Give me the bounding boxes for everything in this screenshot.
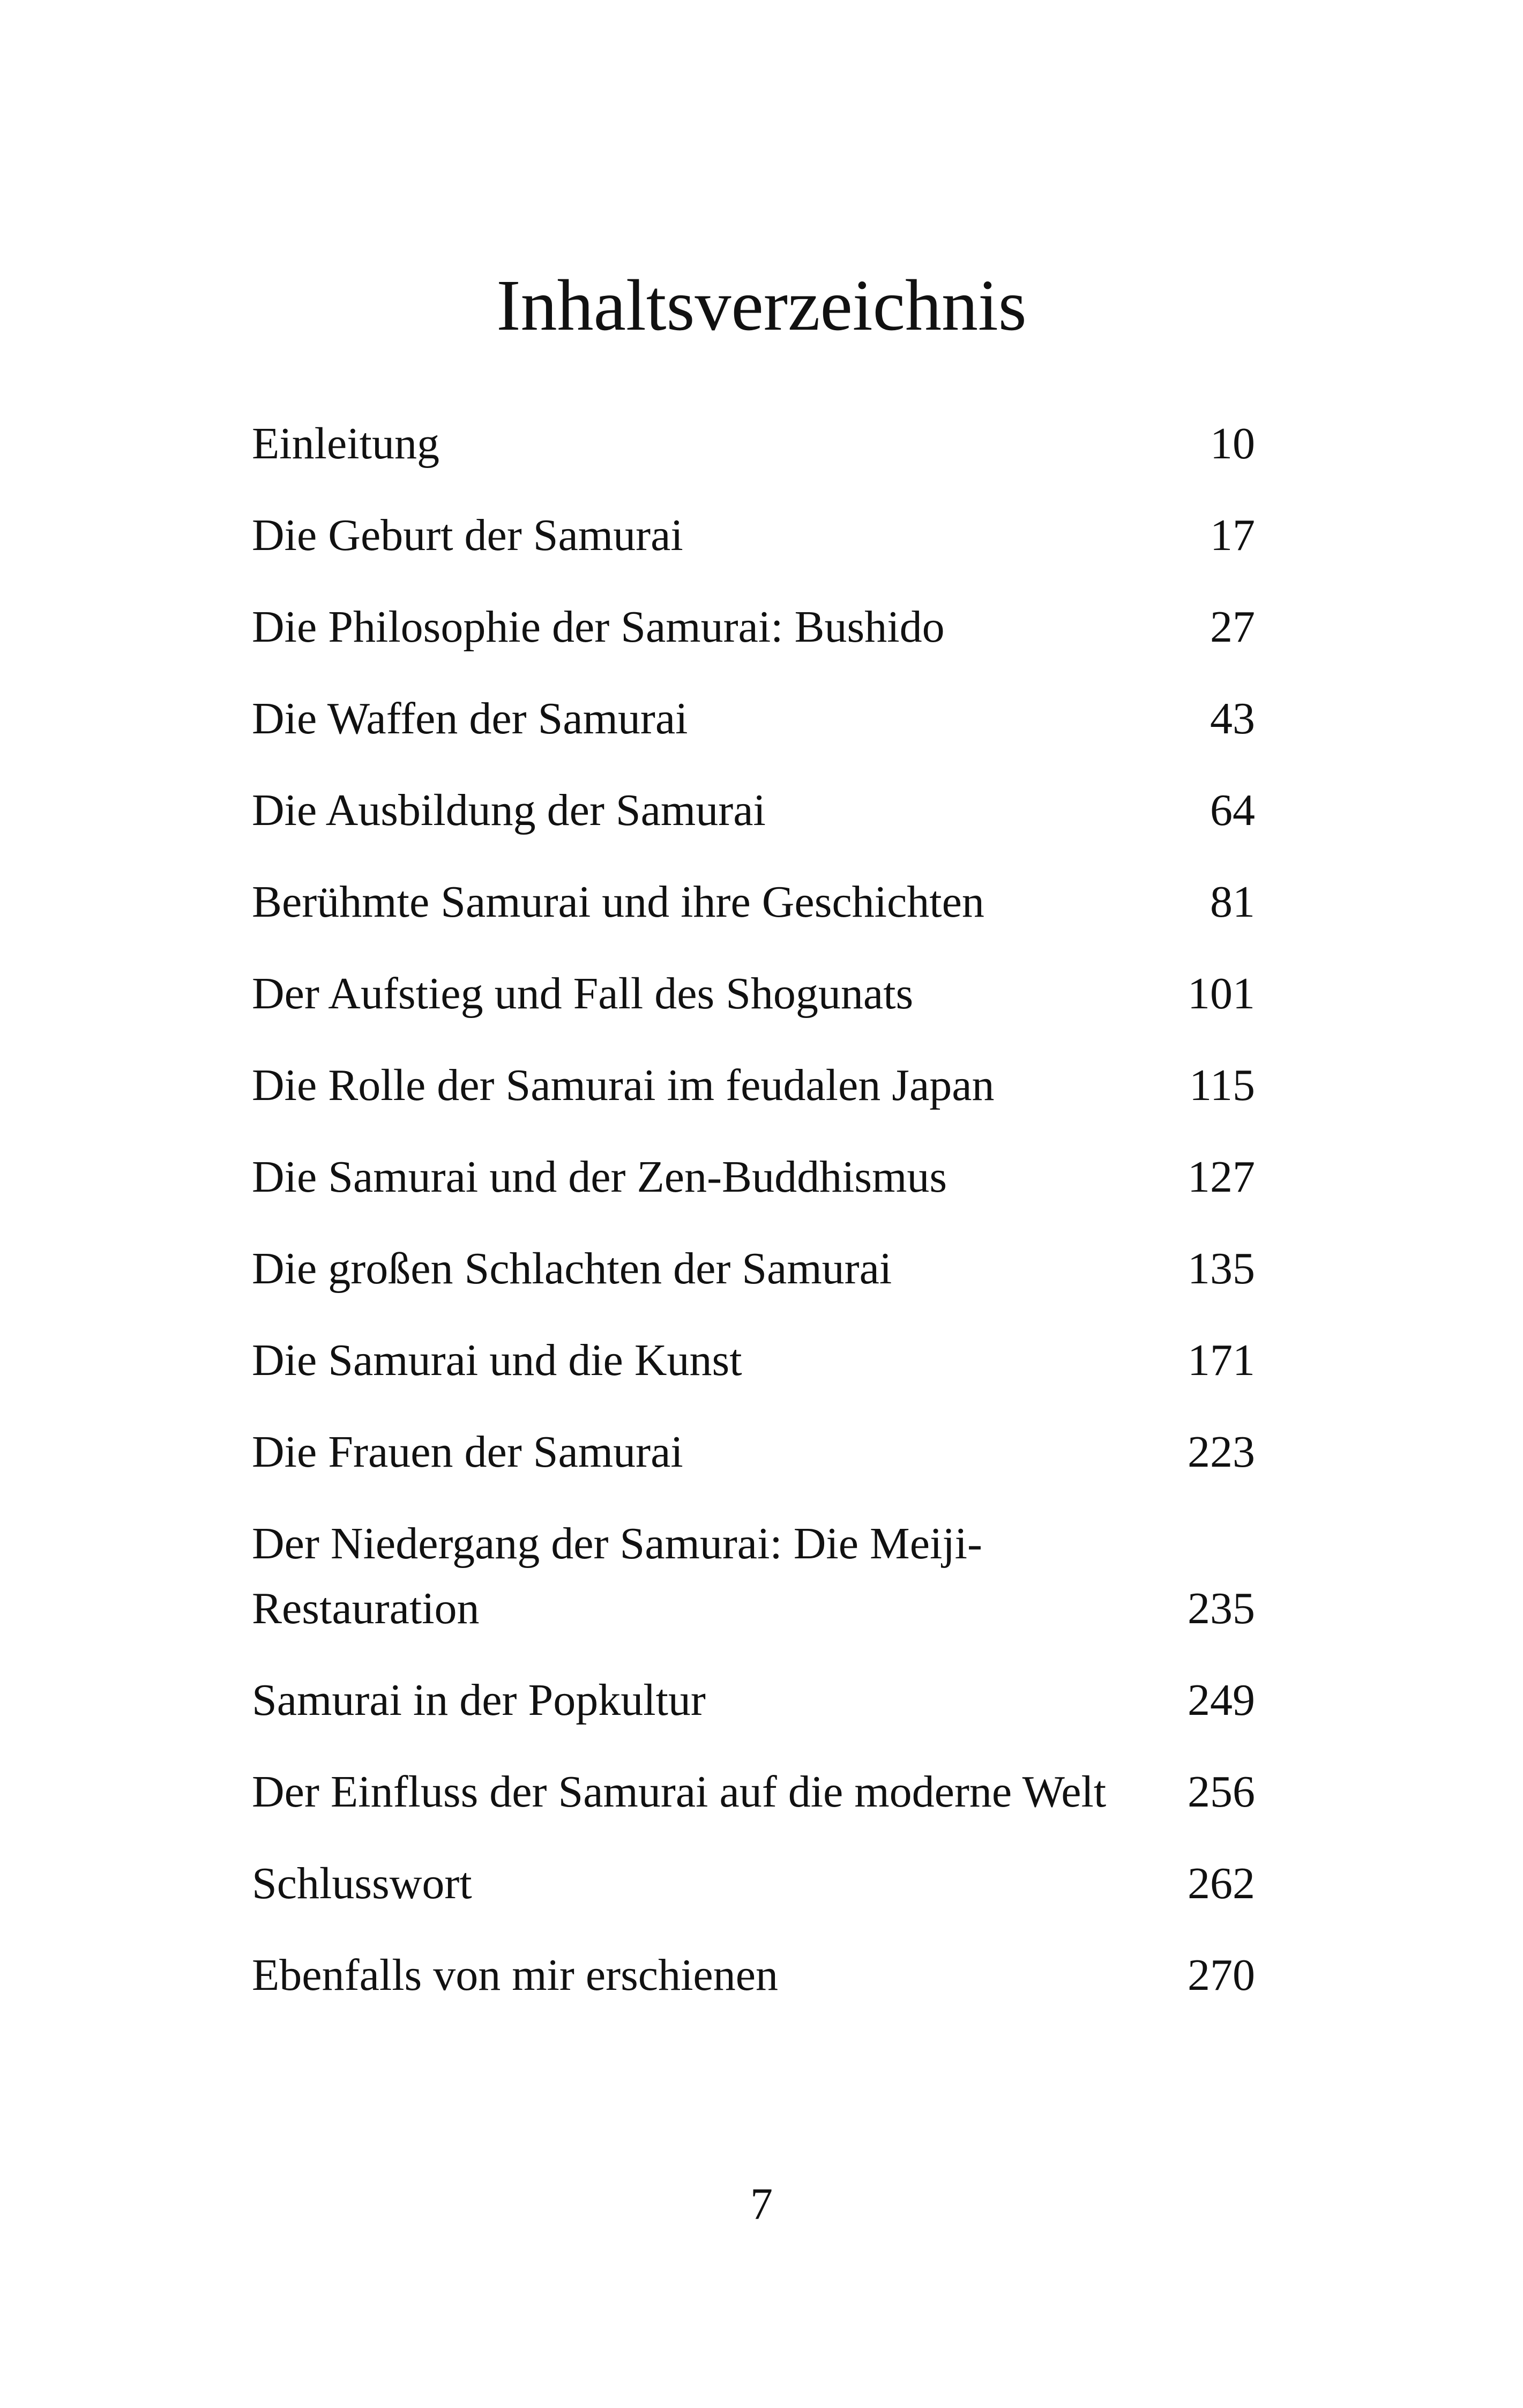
toc-entry [252, 687, 1255, 778]
toc-entry-page: 17 [1210, 510, 1255, 560]
toc-entry [252, 1852, 1255, 1943]
toc-entry-title: Die Ausbildung der Samurai [252, 785, 766, 835]
toc-entry [252, 1668, 1255, 1760]
toc-entry-title: Schlusswort [252, 1859, 472, 1908]
toc-entry-page: 256 [1188, 1767, 1255, 1817]
toc-entry-page: 171 [1188, 1335, 1255, 1385]
toc-entry-page: 10 [1210, 419, 1255, 469]
toc-entry-title: Die Philosophie der Samurai: Bushido [252, 602, 945, 652]
toc-entry [252, 1943, 1255, 2035]
table-of-contents [252, 412, 1255, 2035]
toc-entry-title: Ebenfalls von mir erschienen [252, 1950, 778, 2000]
toc-entry-page: 223 [1188, 1427, 1255, 1477]
toc-entry-page: 270 [1188, 1950, 1255, 2000]
toc-entry [252, 1760, 1255, 1852]
toc-entry [252, 962, 1255, 1053]
toc-entry [252, 1328, 1255, 1420]
toc-entry-page: 127 [1188, 1152, 1255, 1202]
page-number: 7 [750, 2179, 773, 2229]
toc-entry-page: 43 [1210, 694, 1255, 744]
toc-entry [252, 1512, 1255, 1668]
toc-entry-page: 27 [1210, 602, 1255, 652]
toc-entry [252, 503, 1255, 595]
toc-entry-title: Die Frauen der Samurai [252, 1427, 683, 1477]
toc-entry-title: Die Samurai und der Zen-Buddhismus [252, 1152, 947, 1202]
toc-entry-title: Die großen Schlachten der Samurai [252, 1244, 892, 1294]
toc-entry [252, 595, 1255, 687]
toc-entry-title: Der Aufstieg und Fall des Shogunats [252, 969, 914, 1019]
toc-entry [252, 1145, 1255, 1237]
toc-entry [252, 1237, 1255, 1328]
toc-entry-page: 115 [1189, 1060, 1255, 1110]
toc-entry [252, 412, 1255, 503]
toc-entry [252, 1053, 1255, 1145]
toc-entry-page: 262 [1188, 1859, 1255, 1908]
toc-entry-page: 249 [1188, 1675, 1255, 1725]
toc-entry [252, 778, 1255, 870]
toc-entry-page: 235 [1188, 1584, 1255, 1633]
toc-entry-title: Die Waffen der Samurai [252, 694, 688, 744]
toc-entry-title [252, 1512, 982, 1641]
toc-entry-page: 101 [1188, 969, 1255, 1019]
toc-entry-title: Samurai in der Popkultur [252, 1675, 706, 1725]
toc-entry [252, 1420, 1255, 1512]
toc-entry-title-line-2: Restauration [252, 1584, 480, 1633]
page-title: Inhaltsverzeichnis [496, 265, 1027, 346]
toc-entry-title: Die Geburt der Samurai [252, 510, 683, 560]
toc-entry-page: 135 [1188, 1244, 1255, 1294]
toc-entry-title: Der Einfluss der Samurai auf die moderne Welt [252, 1767, 1107, 1817]
toc-entry-title: Die Rolle der Samurai im feudalen Japan [252, 1060, 995, 1110]
toc-entry-title: Berühmte Samurai und ihre Geschichten [252, 877, 984, 927]
toc-entry-title: Die Samurai und die Kunst [252, 1335, 742, 1385]
toc-entry-title: Einleitung [252, 419, 439, 469]
toc-entry-title-line-1: Der Niedergang der Samurai: Die Meiji- [252, 1519, 982, 1569]
toc-entry-page: 64 [1210, 785, 1255, 835]
toc-entry [252, 870, 1255, 962]
toc-entry-page: 81 [1210, 877, 1255, 927]
